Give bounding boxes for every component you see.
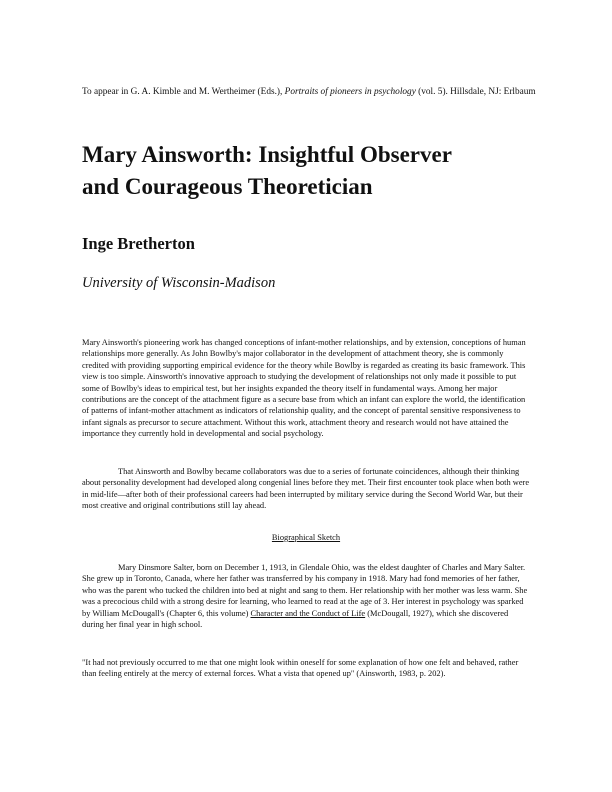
biography-text-end: (McDougall, 1927), which she discovered during her final year in high school.	[82, 608, 509, 630]
intro-paragraph: That Ainsworth and Bowlby became collaborators was due to a series of fortunate coincidences, although their thinking about personality development had developed along congenial lines before they met. Their first encounter took place when both were in mid-life—after both of their professional careers had been interrupted by military service during the Second World War, but their most creative and original contributions still lay ahead.	[82, 467, 530, 511]
quote-paragraph: "It had not previously occurred to me that one might look within oneself for some explanation of how one felt and behaved, rather than feeling entirely at the mercy of external forces. What a vista that opened up" (Ainsworth, 1983, p. 202).	[82, 658, 519, 679]
title-line-2: and Courageous Theoretician	[82, 174, 373, 199]
author-affiliation: University of Wisconsin-Madison	[82, 275, 276, 291]
abstract-paragraph: Mary Ainsworth's pioneering work has changed conceptions of infant-mother relationships, and by extension, conceptions of human relationships more generally. As John Bowlby's major collaborator in the development of attachment theory, she is commonly credited with providing supporting empirical evidence for the theory while Bowlby is regarded as creating its basic framework. This view is too simple. Ainsworth's innovative approach to studying the development of relationships not only made it possible to put some of Bowlby's ideas to empirical test, but her insights expanded the theory itself in fundamental ways. Among her major contributions are the concept of the attachment figure as a secure base from which an infant can explore the world, the identification of patterns of infant-mother attachment as indicators of relationship quality, and the concept of parental sensitive responsiveness to infant signals as precursor to secure attachment. Without this work, attachment theory and research would not have attained the importance they currently hold in developmental and social psychology.	[82, 338, 526, 439]
section-heading: Biographical Sketch	[271, 533, 341, 542]
biography-text-start: Mary Dinsmore Salter, born on December 1, 1913, in Glendale Ohio, was the eldest daughter of Charles and Mary Salter. She grew up in Toronto, Canada, where her father was transferred by his company in 1918. Mary had fond memories of her father, who was the parent who tucked the children into bed at night and sang to them. Her relationship with her mother was less warm. She was a precocious child with a strong desire for learning, who learned to read at the age of 3. Her interest in psychology was sparked by William McDougall's (Chapter 6, this volume)	[82, 563, 528, 618]
citation-note	[82, 82, 542, 102]
author-name: Inge Bretherton	[82, 234, 195, 253]
cited-book-title: Character and the Conduct of Life	[250, 608, 366, 618]
citation-prefix: To appear in G. A. Kimble and M. Wertheimer (Eds.),	[82, 87, 285, 97]
citation-suffix: (vol. 5). Hillsdale, NJ: Erlbaum	[415, 87, 536, 97]
citation-book-title: Portraits of pioneers in psychology	[284, 87, 416, 97]
biography-paragraph	[82, 562, 530, 630]
title-line-1: Mary Ainsworth: Insightful Observer	[82, 142, 452, 167]
paper-title	[82, 139, 552, 203]
